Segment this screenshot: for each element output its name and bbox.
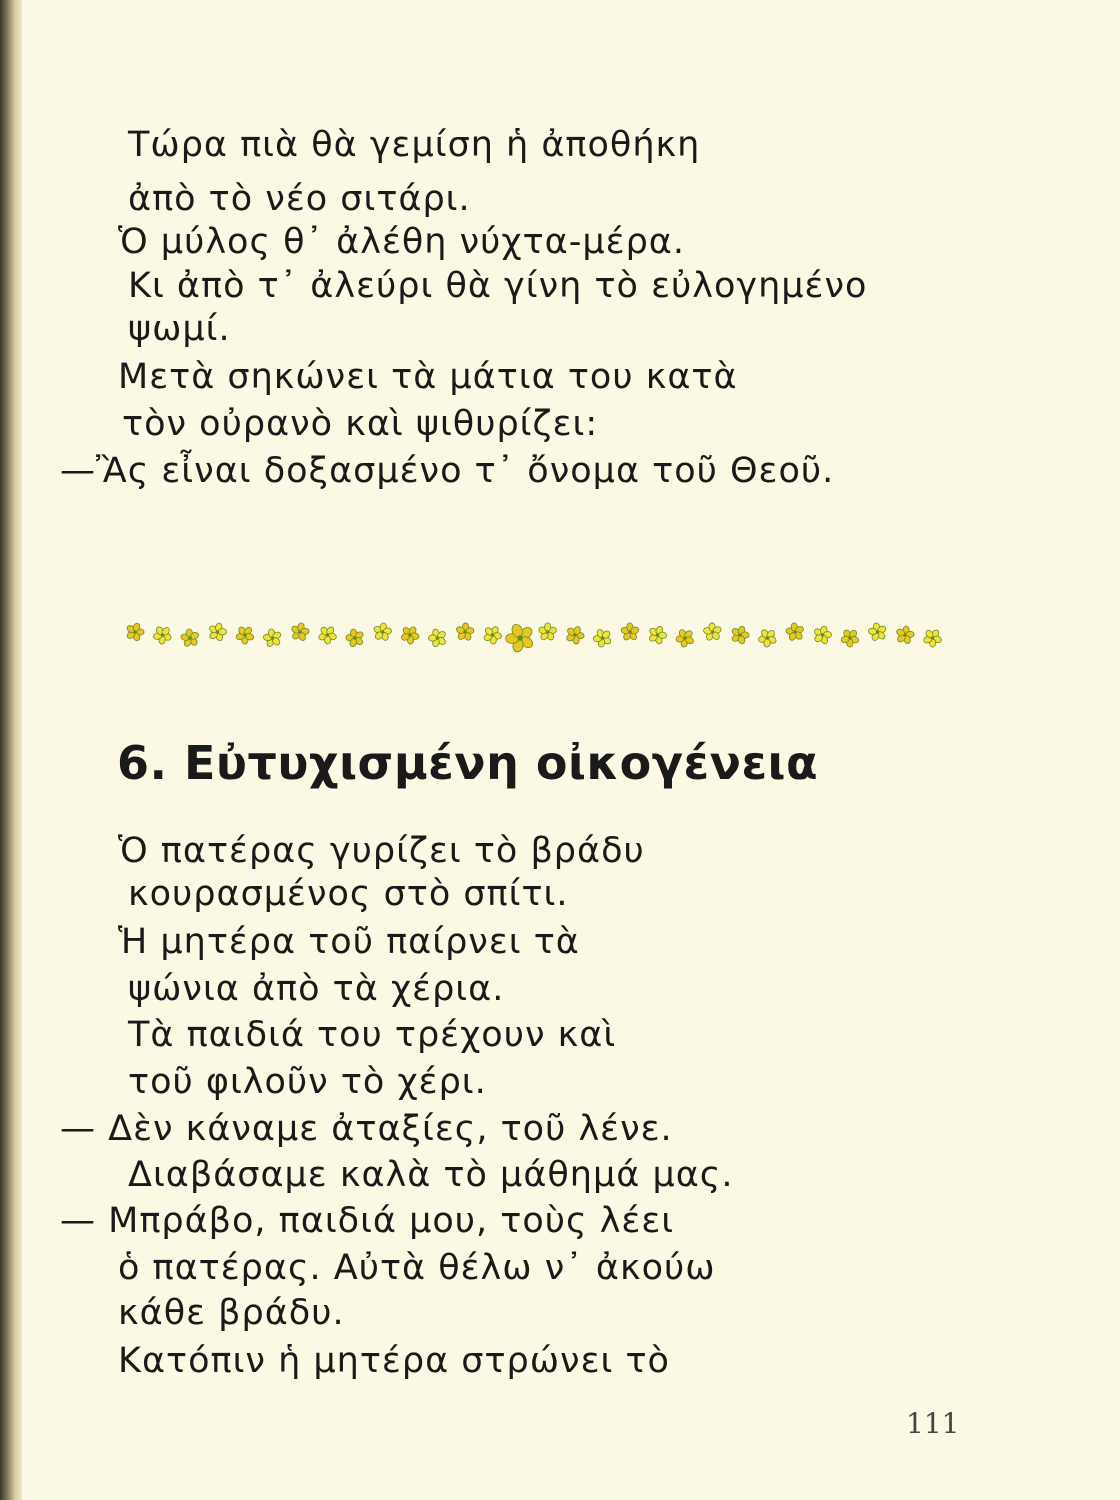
- flower-icon: [153, 626, 172, 645]
- flower-icon: [785, 623, 804, 642]
- poem-top-line: ἀπὸ τὸ νέο σιτάρι.: [128, 179, 471, 219]
- flower-border-icon: [125, 600, 950, 670]
- poem-top-line: Ὁ μύλος θ᾿ ἀλέθη νύχτα-μέρα.: [118, 222, 685, 262]
- flower-icon: [676, 628, 695, 647]
- flower-icon: [896, 625, 915, 644]
- poem-bottom-line: Κατόπιν ἡ μητέρα στρώνει τὸ: [118, 1341, 670, 1381]
- flower-icon: [346, 628, 365, 647]
- flower-icon: [455, 623, 474, 642]
- flower-icon: [505, 623, 534, 653]
- flower-icon: [758, 629, 777, 648]
- flower-icon: [868, 622, 887, 641]
- poem-bottom-line: τοῦ φιλοῦν τὸ χέρι.: [128, 1062, 487, 1102]
- flower-icon: [428, 628, 446, 647]
- flower-icon: [208, 622, 227, 641]
- flower-icon: [538, 623, 557, 641]
- flower-icon: [180, 629, 199, 648]
- flower-icon: [263, 628, 282, 647]
- flower-icon: [923, 629, 942, 647]
- flower-icon: [291, 622, 310, 641]
- flower-icon: [318, 626, 337, 644]
- poem-bottom-line: ὁ πατέρας. Αὐτὰ θέλω ν᾿ ἀκούω: [118, 1248, 716, 1288]
- chapter-heading: 6. Εὐτυχισμένη οἰκογένεια: [117, 736, 819, 790]
- flower-icon: [840, 629, 859, 647]
- poem-bottom-line: Τὰ παιδιά του τρέχουν καὶ: [128, 1015, 617, 1055]
- flower-icon: [813, 625, 832, 644]
- flower-icon: [703, 623, 722, 642]
- poem-bottom-line: — Δὲν κάναμε ἀταξίες, τοῦ λένε.: [60, 1109, 673, 1149]
- book-binding-edge: [0, 0, 22, 1500]
- flower-icon: [126, 622, 144, 641]
- page-number: 111: [906, 1407, 960, 1440]
- flower-icon: [483, 625, 502, 644]
- poem-top-line: τὸν οὐρανὸ καὶ ψιθυρίζει:: [122, 404, 599, 444]
- poem-bottom-line: κουρασμένος στὸ σπίτι.: [128, 874, 569, 914]
- flower-icon: [731, 625, 749, 644]
- flower-icon: [620, 623, 639, 641]
- flower-icon: [593, 628, 612, 647]
- poem-top-line: Κι ἀπὸ τ᾿ ἀλεύρι θὰ γίνη τὸ εὐλογημένο: [128, 266, 868, 306]
- poem-bottom-line: Ἡ μητέρα τοῦ παίρνει τὰ: [118, 922, 580, 962]
- poem-bottom-line: κάθε βράδυ.: [118, 1293, 345, 1333]
- poem-bottom-line: Ὁ πατέρας γυρίζει τὸ βράδυ: [118, 831, 645, 871]
- poem-bottom-line: — Μπράβο, παιδιά μου, τοὺς λέει: [60, 1201, 675, 1241]
- poem-top-line: Μετὰ σηκώνει τὰ μάτια του κατὰ: [118, 357, 738, 397]
- poem-bottom-line: Διαβάσαμε καλὰ τὸ μάθημά μας.: [128, 1155, 734, 1195]
- poem-top-line: ψωμί.: [128, 309, 231, 349]
- flower-icon: [566, 625, 585, 644]
- flower-icon: [400, 626, 419, 645]
- flower-icon: [235, 626, 254, 644]
- poem-top-line: —Ἂς εἶναι δοξασμένο τ᾿ ὄνομα τοῦ Θεοῦ.: [60, 451, 835, 491]
- poem-bottom-line: ψώνια ἀπὸ τὰ χέρια.: [128, 969, 505, 1009]
- flower-icon: [648, 625, 667, 644]
- flower-icon: [373, 623, 392, 642]
- poem-top-line: Τώρα πιὰ θὰ γεμίση ἡ ἀποθήκη: [128, 125, 701, 165]
